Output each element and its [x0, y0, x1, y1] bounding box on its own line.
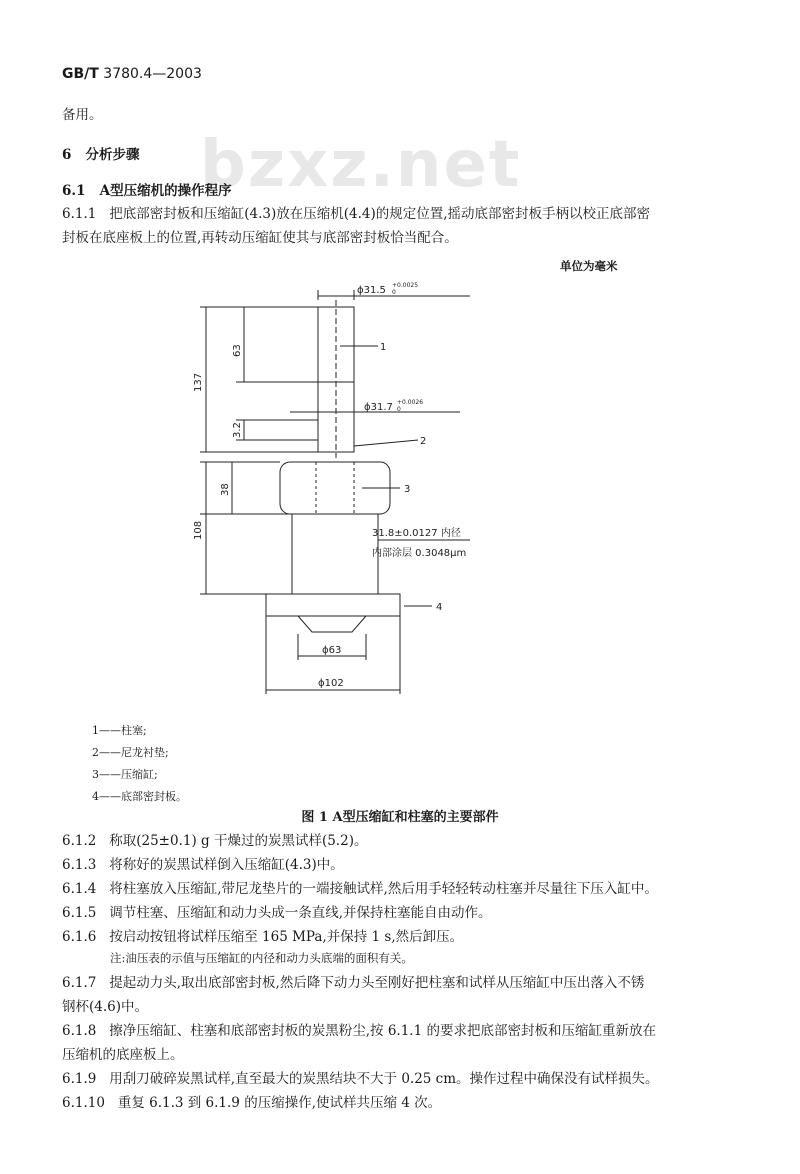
- para-number: 6.1.3: [62, 857, 97, 873]
- figure-caption: 图 1 A型压缩缸和柱塞的主要部件: [301, 810, 499, 825]
- cylinder-body-shape: [292, 514, 378, 594]
- inner-coating-text: 内部涂层 0.3048μm: [372, 548, 467, 559]
- standard-number: 3780.4—2003: [103, 66, 202, 82]
- paragraph-6-1-5: [62, 902, 492, 924]
- section-title: 分析步骤: [85, 147, 140, 163]
- paragraph-6-1-3: [62, 854, 344, 876]
- subsection-title: A型压缩机的操作程序: [99, 183, 232, 199]
- para-text: 重复 6.1.3 到 6.1.9 的压缩操作,使试样共压缩 4 次。: [117, 1095, 442, 1111]
- para-text: 擦净压缩缸、柱塞和底部密封板的炭黑粉尘,按 6.1.1 的要求把底部密封板和压缩缸重新放在: [109, 1023, 656, 1039]
- note: 注:油压表的示值与压缩缸的内径和动力头底端的面积有关。: [110, 951, 413, 965]
- part-label-2: 2: [420, 436, 427, 447]
- para-text: 调节柱塞、压缩缸和动力头成一条直线,并保持柱塞能自由动作。: [109, 905, 492, 921]
- inner-diameter-text: 31.8±0.0127 内径: [372, 528, 461, 539]
- paragraph-6-1-2: [62, 830, 367, 852]
- legend-item-3: 3——压缩缸;: [92, 768, 158, 781]
- para-number: 6.1.1: [62, 206, 97, 222]
- dim-base-inner-text: ϕ63: [322, 645, 342, 656]
- dim-top-diameter-text: ϕ31.5: [357, 285, 386, 296]
- legend-item-1: 1——柱塞;: [92, 724, 147, 737]
- dim-63-text: 63: [232, 344, 243, 357]
- para-number: 6.1.10: [62, 1095, 105, 1111]
- dim-38-text: 38: [220, 483, 231, 496]
- para-text: 将称好的炭黑试样倒入压缩缸(4.3)中。: [109, 857, 344, 873]
- watermark: bzxz.net: [200, 128, 522, 202]
- base-plate-recess: [298, 616, 366, 632]
- para-text: 把底部密封板和压缩缸(4.3)放在压缩机(4.4)的规定位置,摇动底部密封板手柄以校正底部密: [109, 206, 651, 222]
- para-number: 6.1.9: [62, 1071, 97, 1087]
- dim-3-2-text: 3.2: [232, 422, 243, 438]
- paragraph-6-1-7-line2: 钢杯(4.6)中。: [62, 999, 149, 1015]
- para-text: 提起动力头,取出底部密封板,然后降下动力头至刚好把柱塞和试样从压缩缸中压出落入不锈: [109, 975, 645, 991]
- paragraph-6-1-6: [62, 926, 463, 948]
- paragraph-6-1-4: [62, 878, 658, 900]
- part-label-3: 3: [404, 484, 411, 495]
- dim-top-tol-upper: +0.0025: [392, 282, 419, 289]
- paragraph-6-1-9: [62, 1068, 659, 1090]
- section-number: 6: [62, 147, 72, 163]
- para-text: 将柱塞放入压缩缸,带尼龙垫片的一端接触试样,然后用手轻轻转动柱塞并尽量往下压入缸中。: [109, 881, 658, 897]
- base-plate-shape: [266, 594, 400, 616]
- legend-item-4: 4——底部密封板。: [92, 790, 187, 803]
- paragraph-6-1-8-line1: [62, 1020, 656, 1042]
- part-label-4: 4: [436, 602, 443, 613]
- dim-108-text: 108: [193, 520, 204, 540]
- intro-line: 备用。: [62, 107, 103, 123]
- legend-item-2: 2——尼龙衬垫;: [92, 746, 169, 759]
- dim-base-outer-text: ϕ102: [318, 678, 344, 689]
- para-text: 称取(25±0.1) g 干燥过的炭黑试样(5.2)。: [109, 833, 368, 849]
- paragraph-6-1-7-line1: [62, 972, 644, 994]
- para-text: 按启动按钮将试样压缩至 165 MPa,并保持 1 s,然后卸压。: [109, 929, 464, 945]
- para-number: 6.1.6: [62, 929, 97, 945]
- dim-mid-tol-upper: +0.0026: [397, 399, 424, 406]
- para-number: 6.1.5: [62, 905, 97, 921]
- para-number: 6.1.8: [62, 1023, 97, 1039]
- para-number: 6.1.2: [62, 833, 97, 849]
- dim-mid-diameter-text: ϕ31.7: [364, 402, 393, 413]
- unit-note: 单位为毫米: [560, 259, 618, 273]
- paragraph-6-1-8-line2: 压缩机的底座板上。: [62, 1047, 184, 1063]
- para-text: 用刮刀破碎炭黑试样,直至最大的炭黑结块不大于 0.25 cm。操作过程中确保没有试样损失。: [109, 1071, 659, 1087]
- para-number: 6.1.7: [62, 975, 97, 991]
- standard-code: GB/T: [62, 66, 99, 82]
- paragraph-6-1-1-line2: 封板在底座板上的位置,再转动压缩缸使其与底部密封板恰当配合。: [62, 230, 458, 246]
- leader-2: [354, 440, 418, 446]
- para-number: 6.1.4: [62, 881, 97, 897]
- subsection-number: 6.1: [62, 183, 86, 199]
- dim-top-tol-lower: 0: [392, 289, 396, 296]
- paragraph-6-1-10: [62, 1092, 441, 1114]
- dim-137-text: 137: [193, 372, 204, 392]
- part-label-1: 1: [380, 342, 387, 353]
- dim-mid-tol-lower: 0: [397, 406, 401, 413]
